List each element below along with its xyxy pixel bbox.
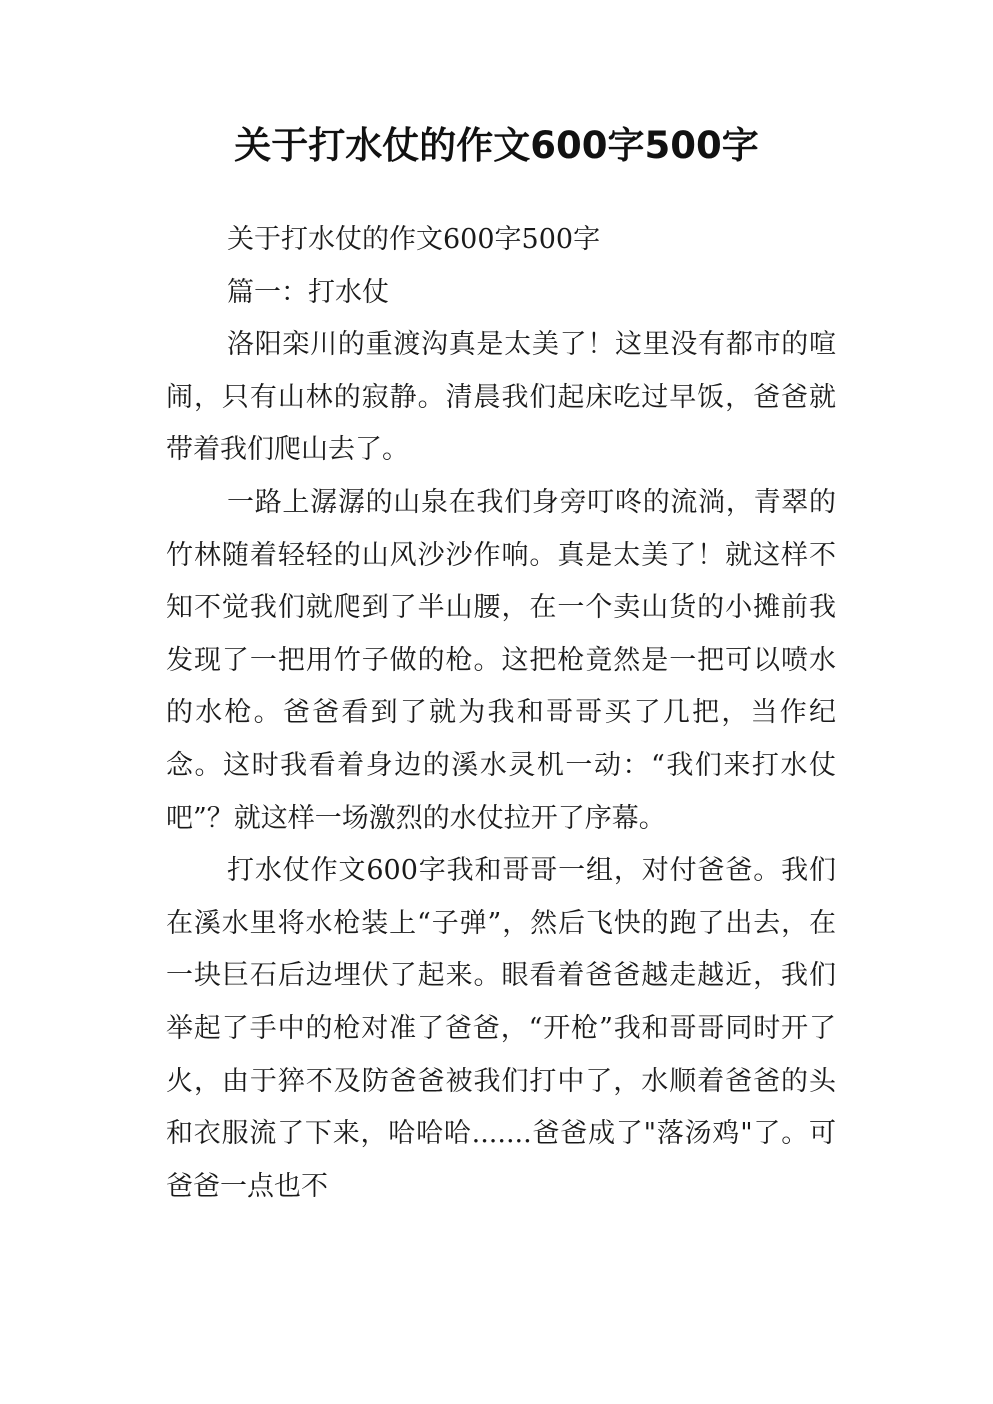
paragraph-subtitle: 关于打水仗的作文600字500字: [227, 224, 601, 255]
document-body: [166, 214, 836, 1213]
paragraph-2: 一路上潺潺的山泉在我们身旁叮咚的流淌，青翠的竹林随着轻轻的山风沙沙作响。真是太美了！就这样不知不觉我们就爬到了半山腰，在一个卖山货的小摊前我发现了一把用竹子做的枪。这把枪竟然是一把可以喷水的水枪。爸爸看到了就为我和哥哥买了几把，当作纪念。这时我看着身边的溪水灵机一动：“我们来打水仗吧”？就这样一场激烈的水仗拉开了序幕。: [166, 486, 836, 834]
document-title: 关于打水仗的作文600字500字: [234, 124, 759, 167]
paragraph-1: 洛阳栾川的重渡沟真是太美了！这里没有都市的喧闹，只有山林的寂静。清晨我们起床吃过早饭，爸爸就带着我们爬山去了。: [166, 329, 836, 466]
paragraph-3: 打水仗作文600字我和哥哥一组，对付爸爸。我们在溪水里将水枪装上“子弹”，然后飞快的跑了出去，在一块巨石后边埋伏了起来。眼看着爸爸越走越近，我们举起了手中的枪对准了爸爸，“开枪”我和哥哥同时开了火，由于猝不及防爸爸被我们打中了，水顺着爸爸的头和衣服流了下来，哈哈哈.......爸爸成了"落汤鸡"了。可爸爸一点也不: [166, 855, 836, 1202]
paragraph-section-heading: 篇一：打水仗: [227, 276, 389, 308]
